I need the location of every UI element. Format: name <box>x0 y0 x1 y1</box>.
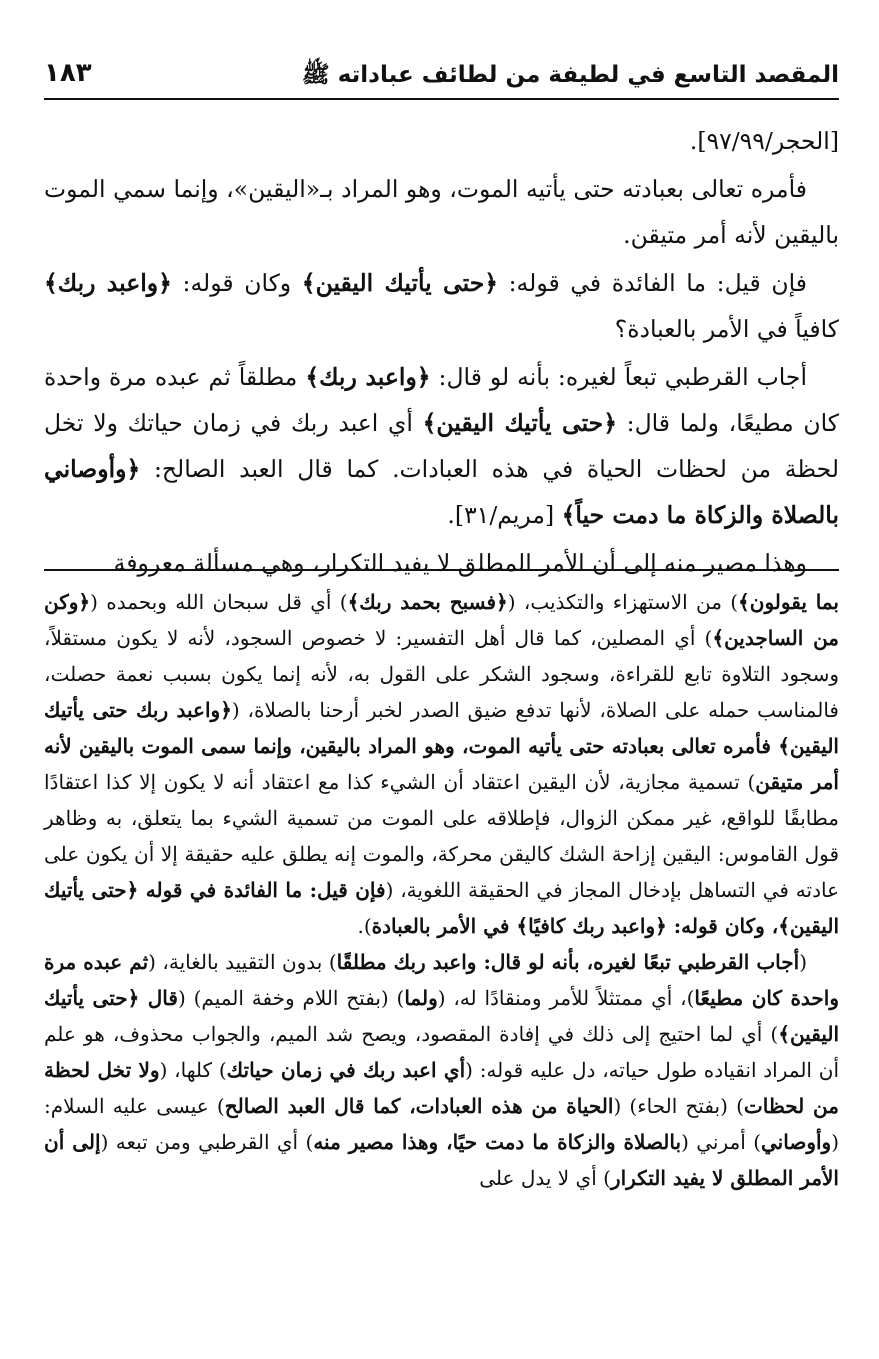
verse-reference <box>44 118 839 164</box>
commentary-paragraph <box>44 944 839 1196</box>
paragraph-text: أي اعبد ربك في زمان حياتك ولا تخل لحظة من لحظات الحياة في هذه العبادات. كما قال العبد الصالح: <box>44 409 839 483</box>
commentary-text: ) من الاستهزاء والتكذيب، ( <box>507 590 739 614</box>
page-number: ١٨٣ <box>44 58 92 88</box>
quran-quote: ﴿واعبد ربك﴾ <box>44 269 172 297</box>
paragraph-text: [مريم/٣١]. <box>447 501 562 529</box>
quran-quote: ﴿حتى يأتيك اليقين﴾ <box>422 409 617 437</box>
commentary-text: ) بدون التقييد بالغاية، ( <box>148 950 337 974</box>
commentary-text: ) (بفتح الحاء) ( <box>613 1094 744 1118</box>
commentary-bold: ﴿وكن من الساجدين﴾ <box>44 590 840 650</box>
quran-quote: ﴿واعبد ربك﴾ <box>305 363 431 391</box>
commentary-bold: إلى أن الأمر المطلق لا يفيد التكرار <box>44 1130 839 1190</box>
quran-quote: ﴿وأوصاني بالصلاة والزكاة ما دمت حياً﴾ <box>44 455 839 529</box>
commentary-bold: أي اعبد ربك في زمان حياتك <box>226 1058 466 1082</box>
commentary-text: ) كلها، ( <box>159 1058 227 1082</box>
commentary-bold: ثم عبده مرة واحدة كان مطيعًا <box>44 950 839 1010</box>
commentary-text: ( <box>799 950 807 974</box>
paragraph <box>44 166 839 258</box>
paragraph-text: مطلقاً ثم عبده مرة واحدة كان مطيعًا، ولما قال: <box>44 363 839 437</box>
commentary-bold: وأوصاني <box>761 1130 832 1154</box>
commentary-bold: ولا تخل لحظة من لحظات <box>44 1058 839 1118</box>
commentary-text: ) أي لا يدل على <box>479 1166 611 1190</box>
commentary-text: ) عيسى عليه السلام: ( <box>44 1094 839 1154</box>
commentary-bold: بالصلاة والزكاة ما دمت حيًا، وهذا مصير منه <box>313 1130 682 1154</box>
paragraph-text: كافياً في الأمر بالعبادة؟ <box>614 315 839 343</box>
reference-text: [الحجر/٩٧/٩٩]. <box>689 127 839 155</box>
paragraph-text: وكان قوله: <box>171 269 302 297</box>
commentary-text: ) أمرني ( <box>681 1130 761 1154</box>
commentary-bold: فإن قيل: ما الفائدة في قوله ﴿حتى يأتيك اليقين﴾، وكان قوله: ﴿واعبد ربك كافيًا﴾ في الأمر بالعبادة <box>44 878 839 938</box>
quran-quote: ﴿حتى يأتيك اليقين﴾ <box>301 269 499 297</box>
paragraph <box>44 260 839 352</box>
paragraph <box>44 540 839 586</box>
commentary-text: )، أي ممتثلاً للأمر ومنقادًا له، ( <box>437 986 695 1010</box>
commentary-text: ). <box>357 914 372 938</box>
commentary-bold: ﴿فسبح بحمد ربك﴾ <box>347 590 508 614</box>
commentary-text: ) تسمية مجازية، لأن اليقين اعتقاد أن الشيء كذا مع اعتقاد أنه لا يكون إلا كذا اعتقادًا مطابقًا للواقع، غير ممكن الزوال، فإطلاقه على الموت من تسمية الشيء بما يتعلق، به وظاهر قول القاموس: اليقين إزاحة الشك كاليقن محركة، والموت إنه يطلق عليه حقيقة إلا أن يكون على عادته في التساهل بإدخال المجاز في الحقيقة اللغوية، ( <box>44 770 840 902</box>
commentary-section <box>44 584 839 1196</box>
commentary-bold: قال ﴿حتى يأتيك اليقين﴾ <box>44 986 839 1046</box>
commentary-text: ) أي قل سبحان الله وبحمده ( <box>90 590 348 614</box>
main-text <box>44 118 839 588</box>
commentary-text: ) أي المصلين، كما قال أهل التفسير: لا خصوص السجود، لأنه لا يكون مستقلاً، وسجود التلاوة تابع للقراءة، وسجود الشكر على القول به، لأنه إنما يكون بسبب نعمة حصلت، فالمناسب حمله على الصلاة، لأنها تدفع ضيق الصدر لخبر أرحنا بالصلاة، ( <box>44 626 839 722</box>
commentary-bold: ولما <box>404 986 438 1010</box>
commentary-text: ) أي القرطبي ومن تبعه ( <box>100 1130 314 1154</box>
paragraph-text: فإن قيل: ما الفائدة في قوله: <box>498 269 808 297</box>
commentary-text: ) أي لما احتيج إلى ذلك في إفادة المقصود، ويصح شد الميم، والجواب محذوف، هو علم أن المراد انقياده طول حياته، دل عليه قوله: ( <box>44 1022 839 1082</box>
paragraph-text: فأمره تعالى بعبادته حتى يأتيه الموت، وهو المراد بـ«اليقين»، وإنما سمي الموت باليقين لأنه أمر متيقن. <box>44 175 839 249</box>
paragraph-text: أجاب القرطبي تبعاً لغيره: بأنه لو قال: <box>430 363 807 391</box>
footnote-divider <box>44 569 839 571</box>
chapter-title: المقصد التاسع في لطيفة من لطائف عباداته ﷺ <box>301 62 839 88</box>
running-header <box>44 58 839 100</box>
commentary-bold: الحياة من هذه العبادات، كما قال العبد الصالح <box>224 1094 614 1118</box>
paragraph <box>44 354 839 538</box>
paragraph-text: وهذا مصير منه إلى أن الأمر المطلق لا يفيد التكرار، وهي مسألة معروفة <box>113 549 807 577</box>
commentary-bold: ﴿واعبد ربك حتى يأتيك اليقين﴾ فأمره تعالى بعبادته حتى يأتيه الموت، وهو المراد باليقين، وإنما سمى الموت باليقين لأنه أمر متيقن <box>44 698 839 794</box>
commentary-paragraph <box>44 584 839 944</box>
commentary-text: ) (بفتح اللام وخفة الميم) ( <box>177 986 405 1010</box>
commentary-bold: بما يقولون﴾ <box>738 590 840 614</box>
commentary-bold: أجاب القرطبي تبعًا لغيره، بأنه لو قال: واعبد ربك مطلقًا <box>336 950 800 974</box>
